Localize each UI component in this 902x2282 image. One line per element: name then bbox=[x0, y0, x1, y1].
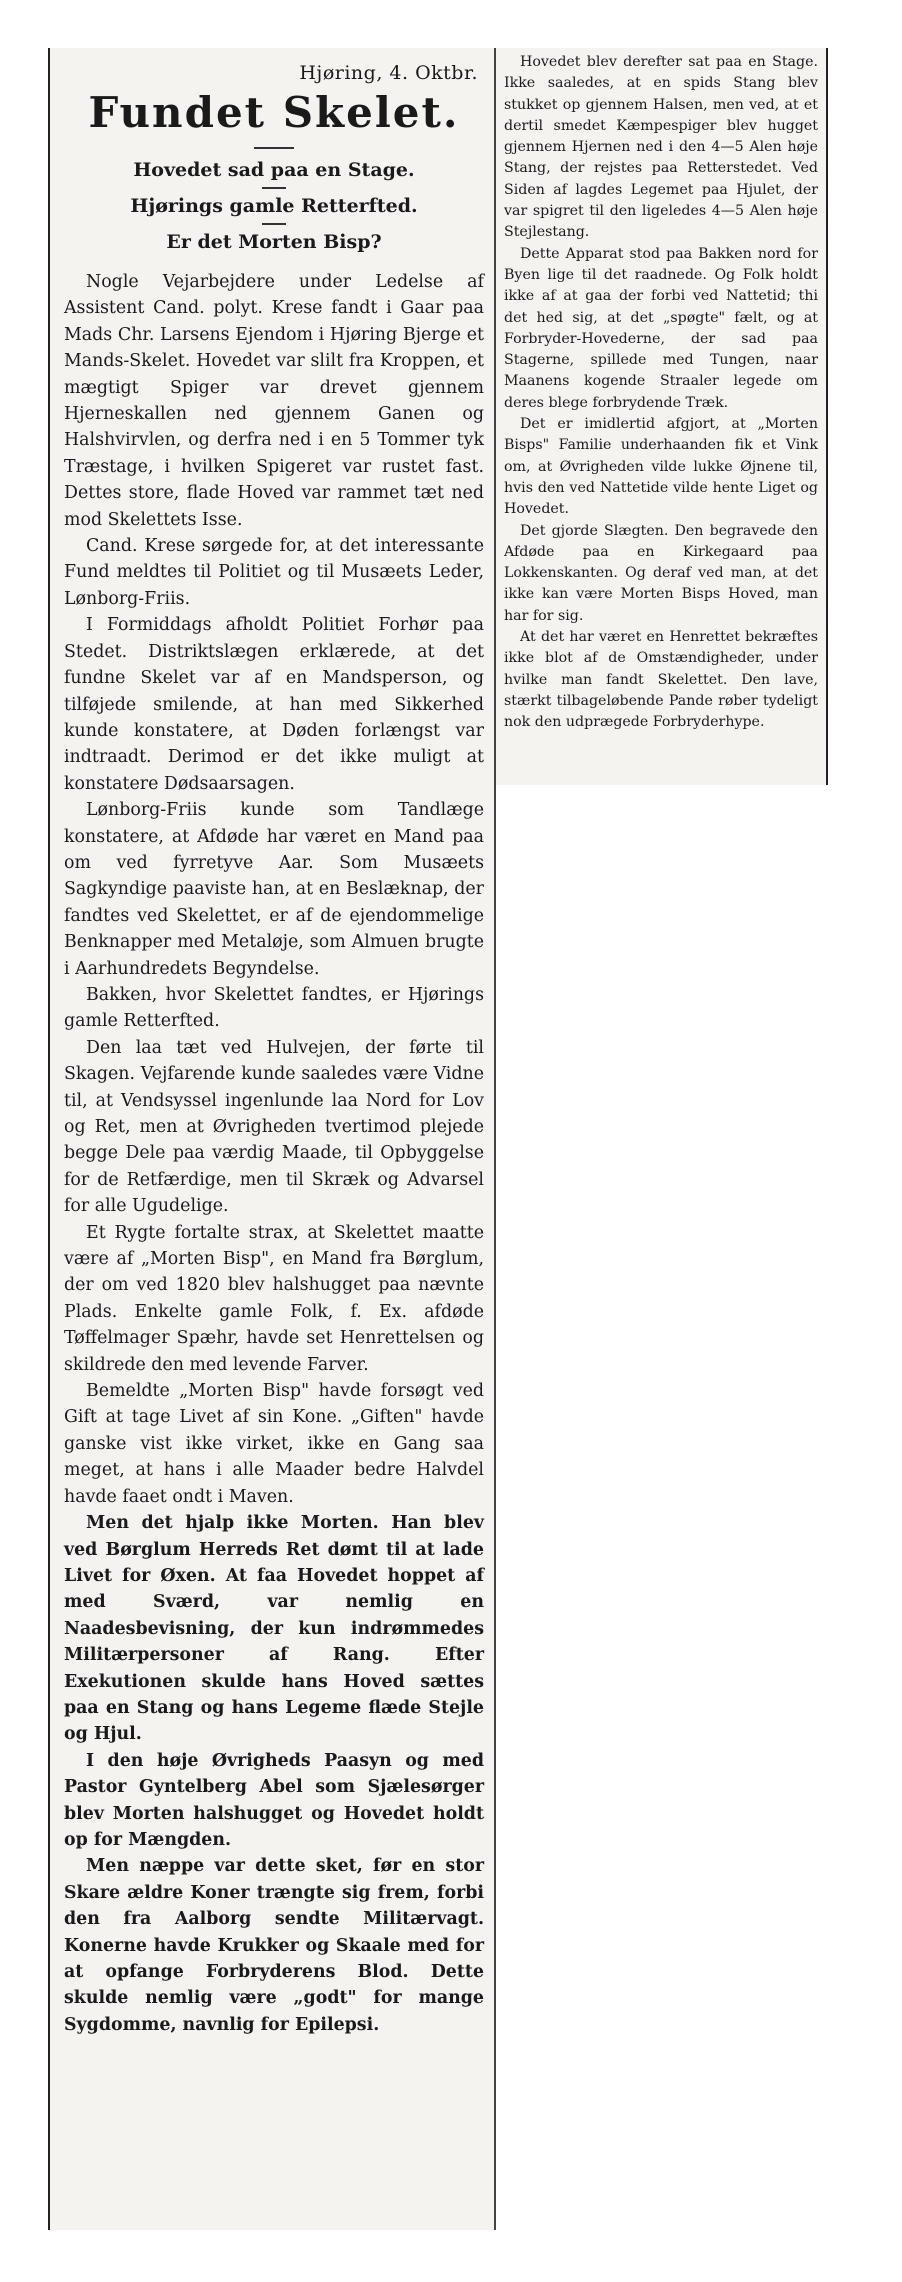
paragraph: I den høje Øvrigheds Paasyn og med Pastor Gyntelberg Abel som Sjælesørger blev Morten halshugget og Hovedet holdt op for Mængden. bbox=[64, 1750, 484, 1850]
paragraph: Lønborg-Friis kunde som Tandlæge konstatere, at Afdøde har været en Mand paa om ved fyrretyve Aar. Som Musæets Sagkyndige paaviste han, at en Beslæknap, der fandtes ved Skelettet, er af de ejendommelige Benknapper med Metaløje, som Almuen brugte i Aarhundredets Begyndelse. bbox=[64, 800, 484, 979]
paragraph: Hovedet blev derefter sat paa en Stage. Ikke saaledes, at en spids Stang blev stukket op gjennem Halsen, men ved, at et dertil smedet Kæmpespiger blev hugget gjennem Hjernen ned i den 4—5 Alen høje Stang, der rejstes paa Retterstedet. Ved Siden af lagdes Legemet paa Hjulet, der var spigret til den ligeledes 4—5 Alen høje Stejlestang. bbox=[504, 54, 818, 241]
paragraph: Bemeldte „Morten Bisp" havde forsøgt ved Gift at tage Livet af sin Kone. „Giften" havde ganske vist ikke virket, ikke en Gang saa meget, at hans i alle Maader bedre Halvdel havde faaet ondt i Maven. bbox=[64, 1381, 484, 1507]
paragraph: Den laa tæt ved Hulvejen, der førte til Skagen. Vejfarende kunde saaledes være Vidne til, at Vendsyssel ingenlunde laa Nord for Lov og Ret, men at Øvrigheden tvertimod plejede begge Dele paa værdig Maade, til Opbyggelse for de Retfærdige, men til Skræk og Advarsel for alle Ugudelige. bbox=[64, 1037, 484, 1217]
subheading-3: Er det Morten Bisp? bbox=[166, 231, 382, 253]
paragraph: I Formiddags afholdt Politiet Forhør paa Stedet. Distriktslægen erklærede, at det fundne Skelet var af en Mandsperson, og tilføjede smilende, at han med Sikkerhed kunde konstatere, at Døden forlængst var indtraadt. Derimod er det ikke muligt at konstatere Dødsaarsagen. bbox=[64, 615, 484, 794]
left-column bbox=[48, 48, 496, 2230]
subheading-1: Hovedet sad paa en Stage. bbox=[133, 159, 415, 181]
paragraph: Bakken, hvor Skelettet fandtes, er Hjørings gamle Retterfted. bbox=[64, 984, 484, 1032]
paragraph: Nogle Vejarbejdere under Ledelse af Assistent Cand. polyt. Krese fandt i Gaar paa Mads Chr. Larsens Ejendom i Hjøring Bjerge et Mands-Skelet. Hovedet var slilt fra Kroppen, et mægtigt Spiger var drevet gjennem Hjerneskallen ned gjennem Ganen og Halshvirvlen, og derfra ned i en 5 Tommer tyk Træstage, i hvilken Spigeret var rustet fast. Dettes store, flade Hoved var rammet tæt ned mod Skelettets Isse. bbox=[64, 272, 484, 530]
paragraph: Cand. Krese sørgede for, at det interessante Fund meldtes til Politiet og til Musæets Leder, Lønborg-Friis. bbox=[64, 536, 484, 609]
paragraph: Men næppe var dette sket, før en stor Skare ældre Koner trængte sig frem, forbi den fra Aalborg sendte Militærvagt. Konerne havde Krukker og Skaale med for at opfange Forbryderens Blod. Dette skulde nemlig være „godt" for mange Sygdomme, navnlig for Epilepsi. bbox=[64, 1856, 484, 2035]
divider bbox=[254, 147, 294, 149]
right-column bbox=[496, 48, 828, 785]
divider bbox=[262, 223, 286, 225]
paragraph: At det har været en Henrettet bekræftes ikke blot af de Omstændigheder, under hvilke man fandt Skelettet. Den lave, stærkt tilbageløbende Pande røber tydeligt nok den udprægede Forbryderhype. bbox=[504, 629, 818, 731]
headline: Fundet Skelet. bbox=[88, 88, 460, 137]
paragraph: Men det hjalp ikke Morten. Han blev ved Børglum Herreds Ret dømt til at lade Livet for Øxen. At faa Hovedet hoppet af med Sværd, var nemlig en Naadesbevisning, der kun indrømmedes Militærpersoner af Rang. Efter Exekutionen skulde hans Hoved sættes paa en Stang og hans Legeme flæde Stejle og Hjul. bbox=[64, 1513, 484, 1745]
paragraph: Det er imidlertid afgjort, at „Morten Bisps" Familie underhaanden fik et Vink om, at Øvrigheden vilde lukke Øjnene til, hvis den ved Nattetide vilde hente Liget og Hovedet. bbox=[504, 416, 818, 518]
paragraph: Det gjorde Slægten. Den begravede den Afdøde paa en Kirkegaard paa Lokkenskanten. Og deraf ved man, at det ikke kan være Morten Bisps Hoved, man har for sig. bbox=[504, 522, 818, 624]
dateline: Hjøring, 4. Oktbr. bbox=[299, 62, 478, 84]
paragraph: Dette Apparat stod paa Bakken nord for Byen lige til det raadnede. Og Folk holdt ikke af at gaa der forbi ved Nattetid; thi det hed sig, at det „spøgte" fælt, og at Forbryder-Hovederne, der sad paa Stagerne, spillede med Tungen, naar Maanens kogende Straaler legede om deres blege forbrydende Træk. bbox=[504, 245, 818, 411]
paragraph: Et Rygte fortalte strax, at Skelettet maatte være af „Morten Bisp", en Mand fra Børglum, der om ved 1820 blev halshugget paa nævnte Plads. Enkelte gamle Folk, f. Ex. afdøde Tøffelmager Spæhr, havde set Henrettelsen og skildrede den med levende Farver. bbox=[64, 1222, 484, 1375]
divider bbox=[262, 187, 286, 189]
subheading-2: Hjørings gamle Retterfted. bbox=[130, 195, 418, 217]
